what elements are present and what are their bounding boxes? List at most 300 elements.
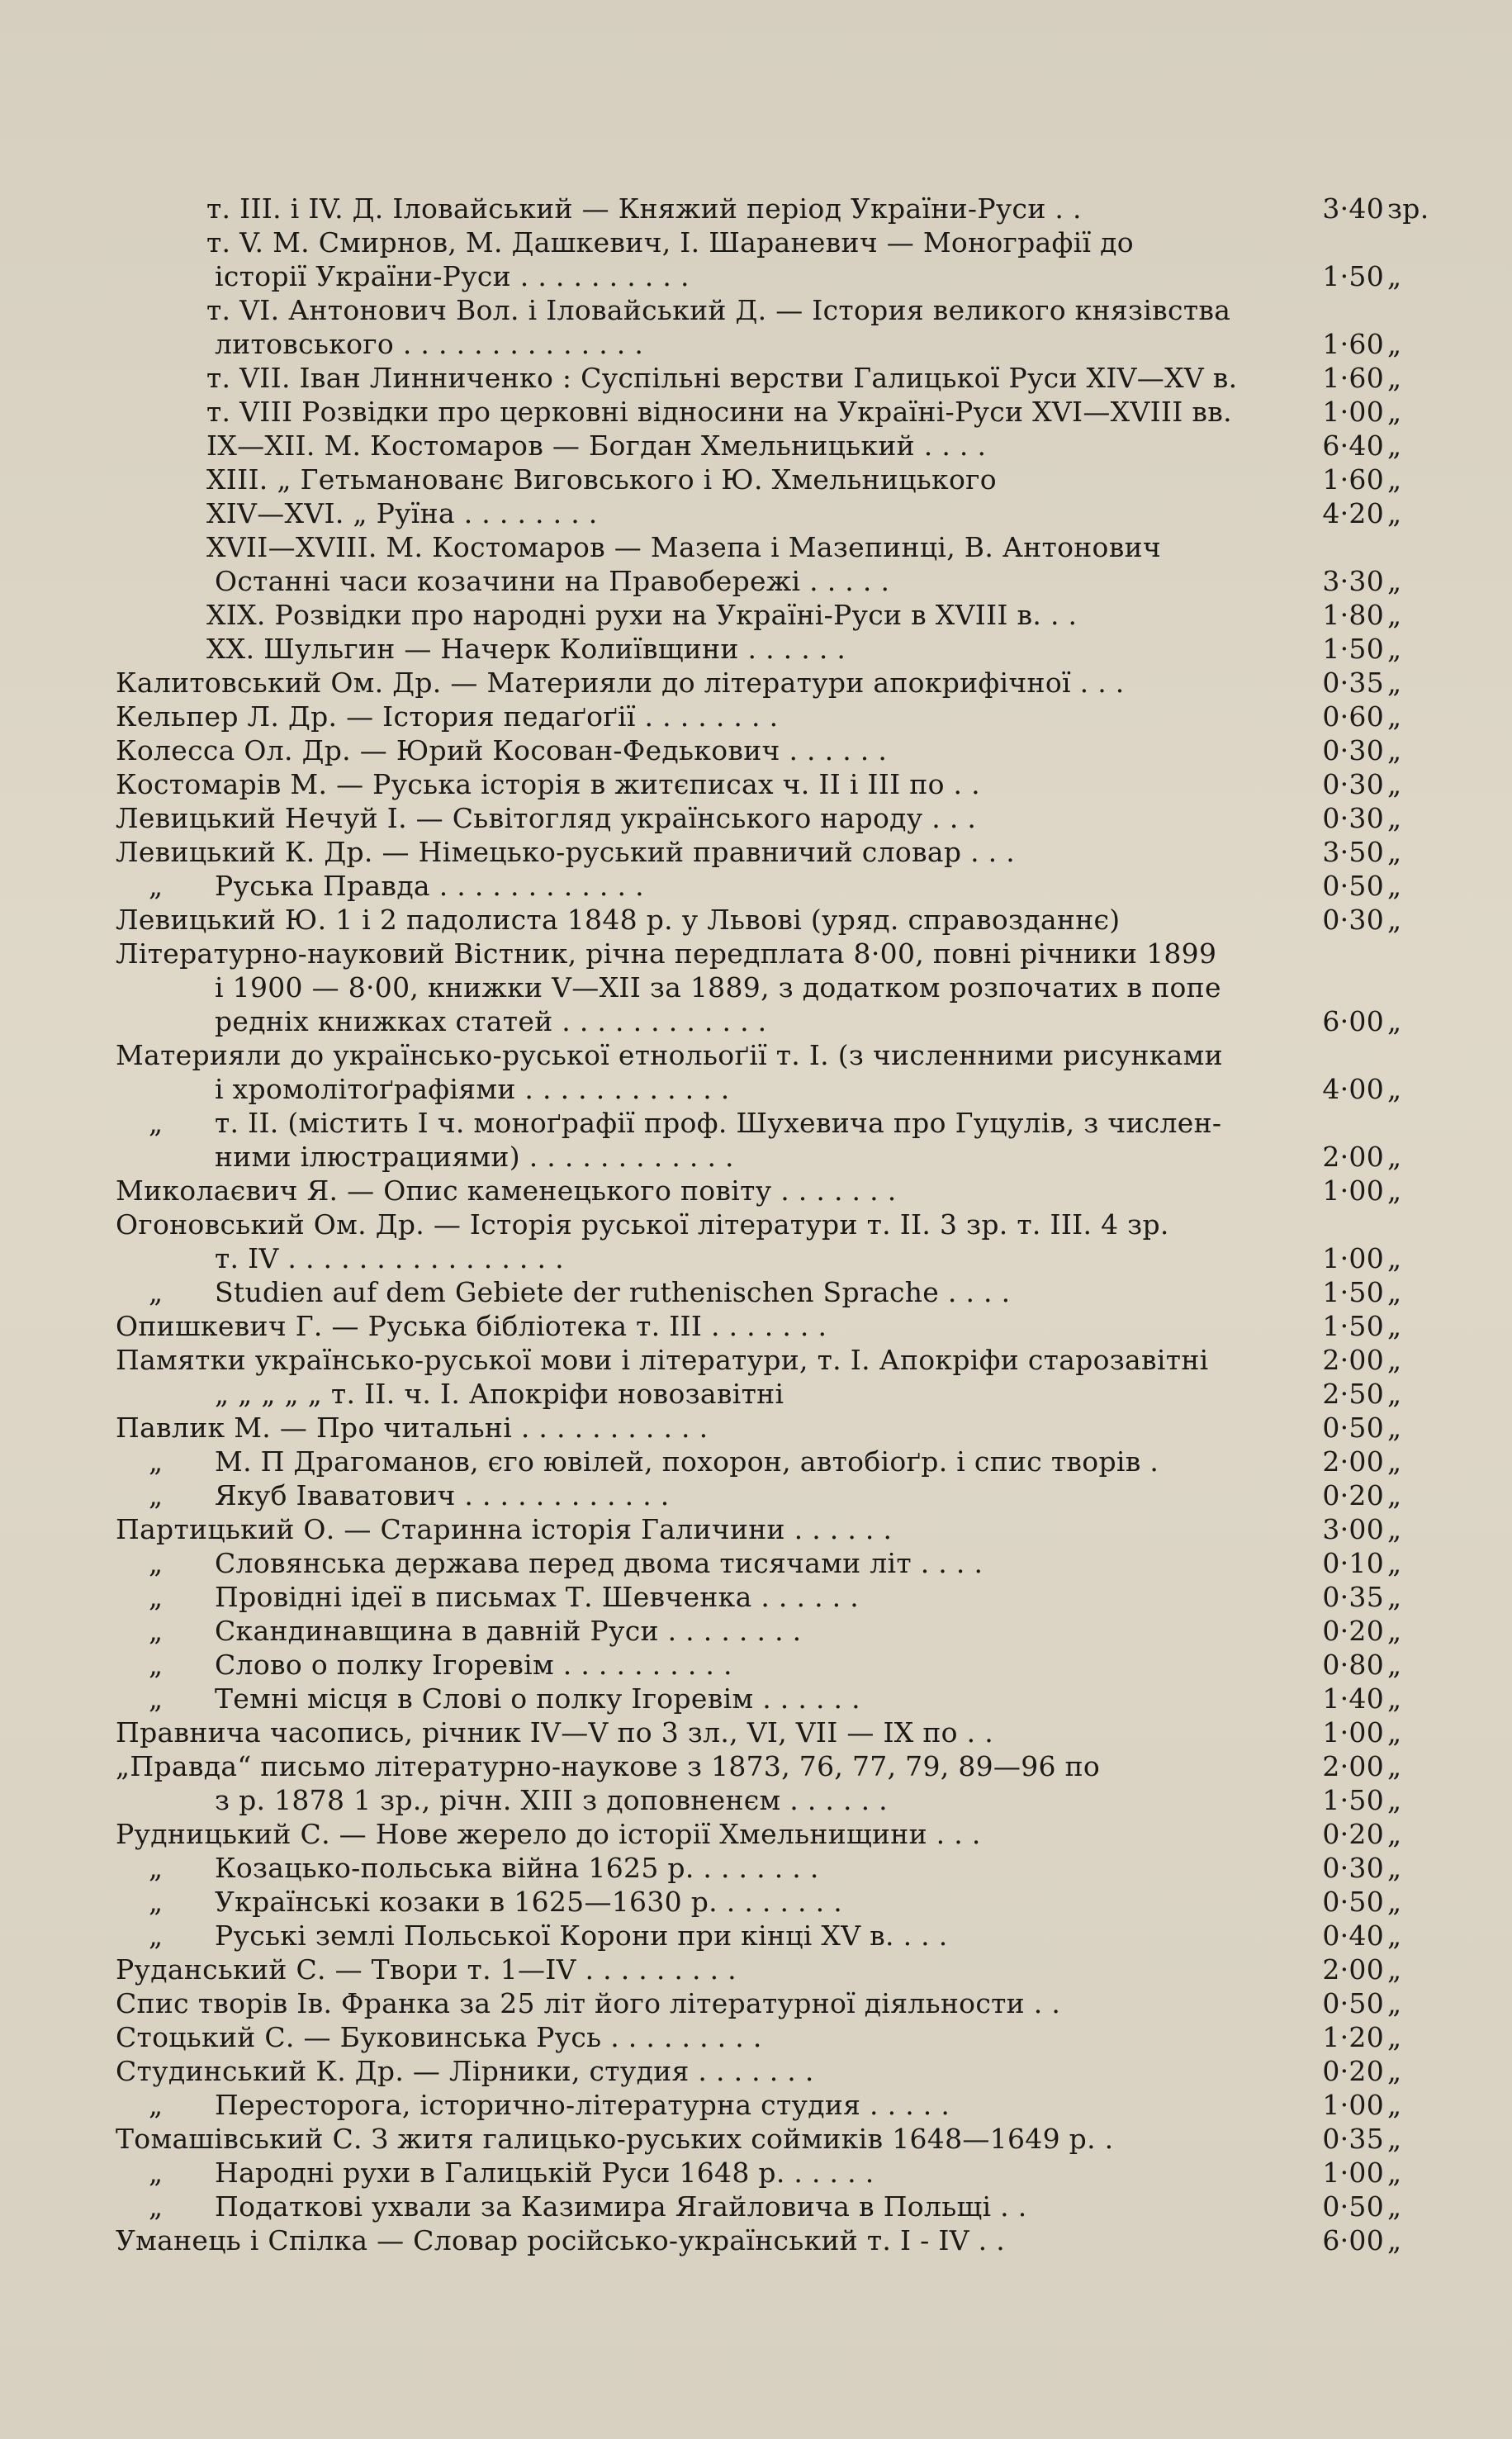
catalog-entry [116, 293, 1420, 327]
entry-title [116, 1546, 1420, 1580]
ditto-mark: „ [149, 2190, 164, 2223]
catalog-entry [116, 1140, 1420, 1174]
entry-title [116, 2122, 1420, 2156]
entry-currency: „ [1387, 1242, 1402, 1274]
entry-title [116, 1749, 1420, 1783]
catalog-entry [116, 496, 1420, 530]
entry-price: 6·40 [1322, 429, 1384, 462]
entry-currency: „ [1387, 463, 1402, 496]
entry-price: 1·60 [1322, 328, 1384, 360]
entry-title [116, 1004, 1420, 1038]
entry-text: Податкові ухвали за Казимира Ягайловича в Польщі . . [215, 2190, 1027, 2223]
entry-currency: „ [1387, 768, 1402, 800]
entry-text: Руські землі Польської Корони при кінці XV в. . . . [215, 1919, 948, 1952]
entry-text: М. П Драгоманов, єго ювілей, похорон, автобіоґр. і спис творів . [215, 1445, 1159, 1478]
entry-price: 1·60 [1322, 362, 1384, 394]
entry-text: Огоновський Ом. Др. — Історія руської літератури т. II. 3 зр. т. III. 4 зр. [116, 1208, 1169, 1241]
entry-currency: „ [1387, 2021, 1402, 2053]
entry-title [206, 463, 1420, 496]
catalog-entry [116, 903, 1420, 937]
catalog-entry [116, 1377, 1420, 1411]
catalog-entry [116, 1309, 1420, 1343]
catalog-entry [116, 1208, 1420, 1241]
entry-price: 1·40 [1322, 1682, 1384, 1715]
entry-text: і хромолітоґрафіями . . . . . . . . . . . . [215, 1073, 730, 1105]
entry-price: 1·00 [1322, 396, 1384, 428]
entry-title [116, 1343, 1420, 1377]
catalog-entry [116, 970, 1420, 1004]
catalog-entry [116, 1851, 1420, 1885]
entry-currency: „ [1387, 633, 1402, 665]
entry-text: т. IV . . . . . . . . . . . . . . . . [215, 1242, 564, 1274]
entry-price: 0·35 [1322, 667, 1384, 699]
entry-text: литовського . . . . . . . . . . . . . . [215, 328, 644, 360]
catalog-entry [116, 2088, 1420, 2122]
entry-currency: „ [1387, 1479, 1402, 1511]
entry-text: Костомарів М. — Руська історія в житєписах ч. II і III по . . [116, 768, 980, 800]
entry-price: 0·50 [1322, 870, 1384, 902]
entry-title [116, 259, 1420, 293]
entry-title [116, 1851, 1420, 1885]
entry-price: 2·00 [1322, 1953, 1384, 1986]
entry-title [116, 1038, 1420, 1072]
entry-price: 0·60 [1322, 700, 1384, 733]
catalog-entry [116, 463, 1420, 496]
entry-price: 0·20 [1322, 1615, 1384, 1647]
entry-title [206, 361, 1420, 395]
catalog-entry [116, 1174, 1420, 1208]
entry-currency: „ [1387, 1953, 1402, 1986]
entry-text: Левицький Нечуй І. — Сьвітогляд українського народу . . . [116, 802, 977, 834]
entry-text: Павлик М. — Про читальні . . . . . . . . . . . [116, 1412, 709, 1444]
entry-title [116, 869, 1420, 903]
entry-text: Калитовський Ом. Др. — Материяли до літератури апокрифічної . . . [116, 667, 1125, 699]
entry-currency: „ [1387, 396, 1402, 428]
entry-price: 3·50 [1322, 836, 1384, 868]
entry-title [116, 327, 1420, 361]
entry-title [116, 1106, 1420, 1140]
entry-currency: „ [1387, 1310, 1402, 1342]
entry-currency: „ [1387, 429, 1402, 462]
entry-currency: „ [1387, 1682, 1402, 1715]
entry-text: Пересторога, історично-літературна студия . . . . . [215, 2089, 950, 2121]
entry-price: 0·20 [1322, 1818, 1384, 1850]
entry-text: історії України-Руси . . . . . . . . . . [215, 260, 690, 292]
ditto-mark: „ [149, 1919, 164, 1952]
entry-text: „ „ „ „ „ т. II. ч. I. Апокріфи новозавітні [215, 1378, 784, 1410]
entry-text: Темні місця в Слові о полку Ігоревім . . . . . . [215, 1682, 860, 1715]
entry-currency: „ [1387, 1445, 1402, 1478]
entry-text: Спис творів Ів. Франка за 25 літ його літературної діяльности . . [116, 1987, 1061, 2019]
entry-text: Миколаєвич Я. — Опис каменецького повіту . . . . . . . [116, 1174, 897, 1207]
catalog-entry [116, 598, 1420, 632]
entry-currency: „ [1387, 1818, 1402, 1850]
entry-title [116, 1953, 1420, 1986]
catalog-entry [116, 1343, 1420, 1377]
entry-currency: „ [1387, 362, 1402, 394]
catalog-entry [116, 2054, 1420, 2088]
catalog-entry [116, 1004, 1420, 1038]
entry-currency: „ [1387, 1581, 1402, 1613]
entry-price: 0·50 [1322, 1412, 1384, 1444]
entry-currency: „ [1387, 260, 1402, 292]
entry-currency: „ [1387, 1784, 1402, 1816]
entry-title [116, 903, 1420, 937]
entry-text: т. II. (містить I ч. моноґрафії проф. Шухевича про Гуцулів, з числен- [215, 1107, 1222, 1139]
entry-price: 0·50 [1322, 2190, 1384, 2223]
entry-price: 0·30 [1322, 1852, 1384, 1884]
entry-currency: „ [1387, 1919, 1402, 1952]
ditto-mark: „ [149, 1852, 164, 1884]
catalog-entry [116, 327, 1420, 361]
entry-title [116, 700, 1420, 733]
entry-text: Словянська держава перед двома тисячами літ . . . . [215, 1547, 984, 1579]
catalog-entry [116, 530, 1420, 564]
entry-currency: „ [1387, 2224, 1402, 2256]
entry-price: 0·30 [1322, 734, 1384, 766]
entry-text: Студинський К. Др. — Лірники, студия . . . . . . . [116, 2055, 814, 2087]
ditto-mark: „ [149, 1615, 164, 1647]
catalog-entry [116, 2156, 1420, 2190]
entry-price: 0·50 [1322, 1886, 1384, 1918]
entry-price: 1·00 [1322, 2089, 1384, 2121]
catalog-entry [116, 1953, 1420, 1986]
entry-text: Опишкевич Г. — Руська бібліотека т. III . . . . . . . [116, 1310, 827, 1342]
entry-currency: „ [1387, 904, 1402, 936]
entry-title [116, 733, 1420, 767]
entry-price: 1·20 [1322, 2021, 1384, 2053]
entry-title [116, 1445, 1420, 1478]
entry-title [116, 767, 1420, 801]
entry-price: 1·50 [1322, 1276, 1384, 1308]
entry-title [206, 530, 1420, 564]
entry-title [206, 192, 1429, 225]
catalog-entry [116, 937, 1420, 970]
entry-price: 2·50 [1322, 1378, 1384, 1410]
entry-currency: „ [1387, 1344, 1402, 1376]
entry-title [116, 1411, 1420, 1445]
entry-title [116, 1208, 1420, 1241]
entry-currency: „ [1387, 565, 1402, 597]
entry-title [116, 1986, 1420, 2020]
entry-title [116, 1783, 1420, 1817]
catalog-entry [116, 1038, 1420, 1072]
entry-price: 0·80 [1322, 1649, 1384, 1681]
catalog-entry [116, 1817, 1420, 1851]
catalog-entry [116, 835, 1420, 869]
entry-title [116, 1614, 1420, 1648]
catalog-entry [116, 1478, 1420, 1512]
entry-text: Материяли до українсько-руської етнольоґії т. I. (з численними рисунками [116, 1039, 1223, 1071]
entry-currency: „ [1387, 1141, 1402, 1173]
catalog-entry [116, 2223, 1420, 2257]
entry-title [116, 801, 1420, 835]
catalog-entry [116, 1072, 1420, 1106]
entry-currency: „ [1387, 667, 1402, 699]
entry-title [116, 970, 1420, 1004]
catalog-entry [116, 192, 1429, 225]
entry-title [116, 2156, 1420, 2190]
entry-text: т. VII. Іван Линниченко : Суспільні верстви Галицької Руси XIV—XV в. [206, 362, 1238, 394]
entry-text: IX—XII. М. Костомаров — Богдан Хмельницький . . . . [206, 429, 987, 462]
catalog-entry [116, 1885, 1420, 1919]
ditto-mark: „ [149, 1581, 164, 1613]
entry-text: Томашівський С. З житя галицько-руських соймиків 1648—1649 р. . [116, 2123, 1114, 2155]
catalog-entry [116, 733, 1420, 767]
entry-text: XIV—XVI. „ Руїна . . . . . . . . [206, 497, 598, 529]
entry-title [116, 835, 1420, 869]
catalog-entry [116, 767, 1420, 801]
entry-title [116, 1377, 1420, 1411]
entry-price: 0·30 [1322, 904, 1384, 936]
catalog-entry [116, 225, 1420, 259]
entry-title [116, 1715, 1420, 1749]
entry-price: 1·00 [1322, 1716, 1384, 1749]
ditto-mark: „ [149, 1479, 164, 1511]
entry-price: 4·20 [1322, 497, 1384, 529]
entry-title [116, 1919, 1420, 1953]
catalog-entry [116, 429, 1420, 463]
entry-currency: „ [1387, 599, 1402, 631]
catalog-entry [116, 1986, 1420, 2020]
entry-text: Правнича часопись, річник IV—V по 3 зл., VI, VII — IX по . . [116, 1716, 994, 1749]
entry-price: 1·50 [1322, 260, 1384, 292]
catalog-entry [116, 1715, 1420, 1749]
catalog-entry [116, 1614, 1420, 1648]
catalog-entry [116, 2122, 1420, 2156]
entry-text: XVII—XVIII. М. Костомаров — Мазепа і Мазепинці, В. Антонович [206, 531, 1161, 563]
entry-currency: „ [1387, 870, 1402, 902]
catalog-entry [116, 1512, 1420, 1546]
ditto-mark: „ [149, 1682, 164, 1715]
entry-text: ними ілюстрациями) . . . . . . . . . . . . [215, 1141, 734, 1173]
entry-price: 1·50 [1322, 1310, 1384, 1342]
entry-currency: „ [1387, 1412, 1402, 1444]
entry-title [116, 1478, 1420, 1512]
entry-currency: „ [1387, 1987, 1402, 2019]
entry-text: Руська Правда . . . . . . . . . . . . [215, 870, 644, 902]
catalog-entry [116, 1546, 1420, 1580]
entry-price: 6·00 [1322, 1005, 1384, 1037]
entry-price: 1·60 [1322, 463, 1384, 496]
catalog-entry [116, 2020, 1420, 2054]
entry-price: 1·00 [1322, 2157, 1384, 2189]
entry-text: Памятки українсько-руської мови і літератури, т. I. Апокріфи старозавітні [116, 1344, 1209, 1376]
entry-text: Руданський С. — Твори т. 1—IV . . . . . . . . . [116, 1953, 737, 1986]
entry-currency: „ [1387, 497, 1402, 529]
entry-price: 2·00 [1322, 1344, 1384, 1376]
entry-text: редніх книжках статей . . . . . . . . . . . . [215, 1005, 767, 1037]
entry-text: „Правда“ письмо літературно-наукове з 1873, 76, 77, 79, 89—96 по [116, 1750, 1101, 1782]
entry-title [116, 666, 1420, 700]
entry-currency: „ [1387, 802, 1402, 834]
entry-currency: „ [1387, 2190, 1402, 2223]
entry-title [116, 2054, 1420, 2088]
ditto-mark: „ [149, 1276, 164, 1308]
entry-text: Провідні ідеї в письмах Т. Шевченка . . . . . . [215, 1581, 860, 1613]
entry-title [206, 293, 1420, 327]
entry-text: XIII. „ Гетьманованє Виговського і Ю. Хмельницького [206, 463, 997, 496]
entry-text: XIX. Розвідки про народні рухи на Україні-Руси в XVIII в. . . [206, 599, 1078, 631]
entry-title [206, 496, 1420, 530]
entry-text: Партицький О. — Старинна історія Галичини . . . . . . [116, 1513, 893, 1545]
catalog-entry [116, 1411, 1420, 1445]
entry-price: 0·20 [1322, 1479, 1384, 1511]
entry-currency: „ [1387, 836, 1402, 868]
entry-price: 0·40 [1322, 1919, 1384, 1952]
catalog-entry [116, 1919, 1420, 1953]
entry-text: Слово о полку Ігоревім . . . . . . . . . . [215, 1649, 732, 1681]
catalog-entry [116, 869, 1420, 903]
entry-price: 2·00 [1322, 1445, 1384, 1478]
entry-price: 1·80 [1322, 599, 1384, 631]
catalog-entry [116, 801, 1420, 835]
entry-text: Левицький Ю. 1 і 2 падолиста 1848 р. у Львові (уряд. справозданнє) [116, 904, 1121, 936]
entry-currency: „ [1387, 2089, 1402, 2121]
entry-price: 0·30 [1322, 768, 1384, 800]
entry-currency: „ [1387, 1005, 1402, 1037]
entry-title [116, 1885, 1420, 1919]
entry-text: Народні рухи в Галицькій Руси 1648 р. . . . . . [215, 2157, 874, 2189]
entry-currency: „ [1387, 700, 1402, 733]
entry-title [116, 1309, 1420, 1343]
catalog-entry [116, 700, 1420, 733]
entry-currency: „ [1387, 1174, 1402, 1207]
entry-currency: зр. [1387, 192, 1429, 225]
catalog-entry [116, 361, 1420, 395]
catalog-entry [116, 1275, 1420, 1309]
entry-text: з р. 1878 1 зр., річн. XIII з доповненєм . . . . . . [215, 1784, 888, 1816]
entry-text: Колесса Ол. Др. — Юрий Косован-Федькович . . . . . . [116, 734, 888, 766]
entry-text: Українські козаки в 1625—1630 р. . . . . . . . [215, 1886, 843, 1918]
price-list [116, 192, 1429, 2257]
catalog-entry [116, 1580, 1420, 1614]
entry-title [206, 598, 1420, 632]
ditto-mark: „ [149, 1649, 164, 1681]
entry-title [116, 1682, 1420, 1715]
entry-title [116, 1648, 1420, 1682]
ditto-mark: „ [149, 1886, 164, 1918]
ditto-mark: „ [149, 2089, 164, 2121]
entry-price: 3·40 [1322, 192, 1384, 225]
ditto-mark: „ [149, 1547, 164, 1579]
entry-title [206, 632, 1420, 666]
catalog-entry [116, 1648, 1420, 1682]
catalog-entry [116, 1682, 1420, 1715]
entry-text: Левицький К. Др. — Німецько-руський правничий словар . . . [116, 836, 1016, 868]
entry-text: Кельпер Л. Др. — Істория педаґоґії . . . . . . . . [116, 700, 779, 733]
entry-text: т. III. і IV. Д. Іловайський — Княжий період України-Руси . . [206, 192, 1082, 225]
entry-text: Стоцький С. — Буковинська Русь . . . . . . . . . [116, 2021, 762, 2053]
entry-price: 0·20 [1322, 2055, 1384, 2087]
entry-currency: „ [1387, 1378, 1402, 1410]
catalog-entry [116, 1106, 1420, 1140]
entry-title [116, 2088, 1420, 2122]
entry-text: Літературно-науковий Вістник, річна передплата 8·00, повні річники 1899 [116, 937, 1217, 970]
entry-price: 1·50 [1322, 1784, 1384, 1816]
entry-text: і 1900 — 8·00, книжки V—XII за 1889, з додатком розпочатих в попе [215, 971, 1221, 1004]
entry-price: 3·30 [1322, 565, 1384, 597]
catalog-entry [116, 1241, 1420, 1275]
entry-price: 0·30 [1322, 802, 1384, 834]
catalog-entry [116, 666, 1420, 700]
entry-currency: „ [1387, 1547, 1402, 1579]
ditto-mark: „ [149, 1107, 164, 1139]
entry-currency: „ [1387, 1513, 1402, 1545]
entry-title [206, 225, 1420, 259]
entry-price: 1·50 [1322, 633, 1384, 665]
entry-price: 0·35 [1322, 1581, 1384, 1613]
entry-currency: „ [1387, 1716, 1402, 1749]
entry-text: Рудницький С. — Нове жерело до історії Хмельнищини . . . [116, 1818, 981, 1850]
entry-title [116, 1241, 1420, 1275]
entry-text: т. VIII Розвідки про церковні відносини на Україні-Руси XVI—XVIII вв. [206, 396, 1232, 428]
entry-title [116, 2190, 1420, 2223]
entry-price: 3·00 [1322, 1513, 1384, 1545]
entry-currency: „ [1387, 1276, 1402, 1308]
entry-currency: „ [1387, 1649, 1402, 1681]
entry-title [206, 395, 1420, 429]
entry-price: 1·00 [1322, 1242, 1384, 1274]
entry-text: т. VI. Антонович Вол. і Іловайський Д. — Істория великого князівства [206, 294, 1231, 326]
entry-price: 4·00 [1322, 1073, 1384, 1105]
entry-title [116, 1817, 1420, 1851]
entry-price: 2·00 [1322, 1141, 1384, 1173]
entry-text: Уманець і Спілка — Словар російсько-український т. I - IV . . [116, 2224, 1006, 2256]
entry-currency: „ [1387, 328, 1402, 360]
entry-currency: „ [1387, 2123, 1402, 2155]
entry-price: 1·00 [1322, 1174, 1384, 1207]
entry-currency: „ [1387, 1615, 1402, 1647]
ditto-mark: „ [149, 1445, 164, 1478]
catalog-entry [116, 259, 1420, 293]
catalog-entry [116, 632, 1420, 666]
entry-currency: „ [1387, 1886, 1402, 1918]
entry-currency: „ [1387, 1073, 1402, 1105]
entry-title [206, 429, 1420, 463]
catalog-entry [116, 395, 1420, 429]
entry-title [116, 2020, 1420, 2054]
entry-price: 6·00 [1322, 2224, 1384, 2256]
entry-title [116, 1580, 1420, 1614]
entry-price: 0·50 [1322, 1987, 1384, 2019]
entry-text: Якуб Іваватович . . . . . . . . . . . . [215, 1479, 670, 1511]
entry-title [116, 1512, 1420, 1546]
entry-title [116, 564, 1420, 598]
ditto-mark: „ [149, 2157, 164, 2189]
entry-title [116, 1174, 1420, 1208]
entry-text: XX. Шульгин — Начерк Колиївщини . . . . . . [206, 633, 846, 665]
entry-price: 0·10 [1322, 1547, 1384, 1579]
entry-text: т. V. М. Смирнов, М. Дашкевич, І. Шараневич — Монографії до [206, 226, 1134, 259]
entry-currency: „ [1387, 734, 1402, 766]
entry-currency: „ [1387, 2157, 1402, 2189]
catalog-entry [116, 564, 1420, 598]
entry-title [116, 1072, 1420, 1106]
ditto-mark: „ [149, 870, 164, 902]
entry-title [116, 1140, 1420, 1174]
entry-title [116, 2223, 1420, 2257]
entry-text: Скандинавщина в давній Руси . . . . . . . . [215, 1615, 802, 1647]
entry-currency: „ [1387, 1852, 1402, 1884]
entry-text: Studien auf dem Gebiete der ruthenischen Sprache . . . . [215, 1276, 1011, 1308]
entry-title [116, 1275, 1420, 1309]
entry-price: 2·00 [1322, 1750, 1384, 1782]
entry-text: Останні часи козачини на Правобережі . . . . . [215, 565, 890, 597]
catalog-entry [116, 1783, 1420, 1817]
catalog-entry [116, 1749, 1420, 1783]
entry-text: Козацько-польська війна 1625 р. . . . . . . . [215, 1852, 819, 1884]
